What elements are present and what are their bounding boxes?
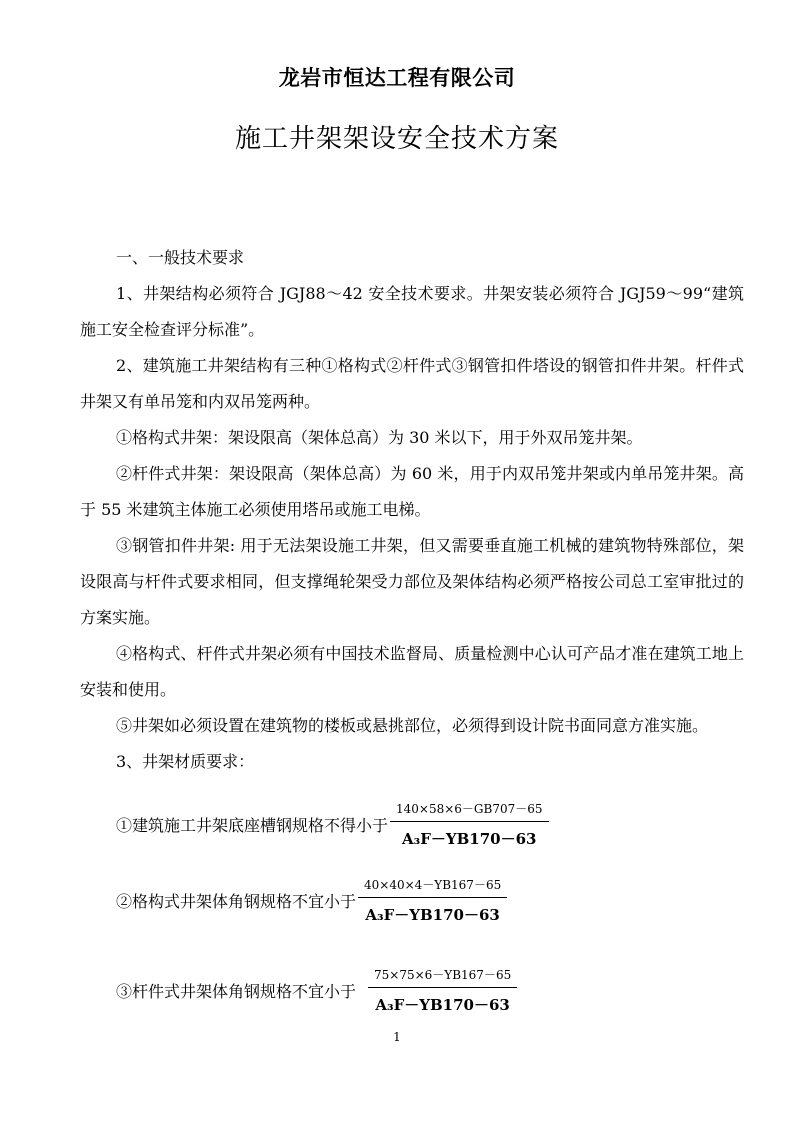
paragraph-2: 2、建筑施工井架结构有三种①格构式②杆件式③钢管扣件塔设的钢管扣件井架。杆件式井架又有单吊笼和内双吊笼两种。 [80, 356, 744, 411]
spec-numerator: 75×75×6－YB167－65 [374, 968, 512, 982]
paragraph-7: ⑤井架如必须设置在建筑物的楼板或悬挑部位，必须得到设计院书面同意方准实施。 [116, 716, 709, 735]
section-heading: 一、一般技术要求 [116, 248, 245, 267]
material-spec-3 [116, 966, 517, 1015]
page-number: 1 [393, 1030, 401, 1044]
paragraph-1: 1、井架结构必须符合 JGJ88～42 安全技术要求。井架安装必须符合 JGJ59～99“建筑施工安全检查评分标准”。 [80, 284, 744, 339]
material-spec-label: ③杆件式井架体角钢规格不宜小于 [116, 982, 357, 1001]
spec-fraction [390, 800, 549, 849]
paragraph-5: ③钢管扣件井架: 用于无法架设施工井架，但又需要垂直施工机械的建筑物特殊部位，架设限高与杆件式要求相同，但支撑绳轮架受力部位及架体结构必须严格按公司总工室审批过的方案实施。 [80, 536, 744, 627]
paragraph-3: ①格构式井架：架设限高（架体总高）为 30 米以下，用于外双吊笼井架。 [116, 428, 643, 447]
material-spec-2 [116, 876, 507, 925]
spec-fraction [368, 966, 517, 1015]
paragraph-6: ④格构式、杆件式井架必须有中国技术监督局、质量检测中心认可产品才准在建筑工地上安装和使用。 [80, 644, 744, 699]
material-spec-1 [116, 800, 549, 849]
paragraph-4: ②杆件式井架：架设限高（架体总高）为 60 米，用于内双吊笼井架或内单吊笼井架。高于 55 米建筑主体施工必须使用塔吊或施工电梯。 [80, 464, 744, 519]
material-spec-label: ②格构式井架体角钢规格不宜小于 [116, 892, 357, 911]
spec-denominator: A₃F－YB170－63 [365, 906, 500, 924]
spec-fraction [358, 876, 507, 925]
spec-denominator: A₃F－YB170－63 [402, 830, 537, 848]
paragraph-8: 3、井架材质要求： [116, 752, 255, 771]
material-spec-label: ①建筑施工井架底座槽钢规格不得小于 [116, 816, 389, 835]
spec-numerator: 40×40×4－YB167－65 [364, 878, 502, 892]
document-title: 施工井架架设安全技术方案 [234, 124, 559, 154]
spec-numerator: 140×58×6－GB707－65 [396, 802, 543, 816]
company-name: 龙岩市恒达工程有限公司 [278, 66, 516, 90]
document-body [80, 240, 744, 780]
spec-denominator: A₃F－YB170－63 [375, 996, 510, 1014]
